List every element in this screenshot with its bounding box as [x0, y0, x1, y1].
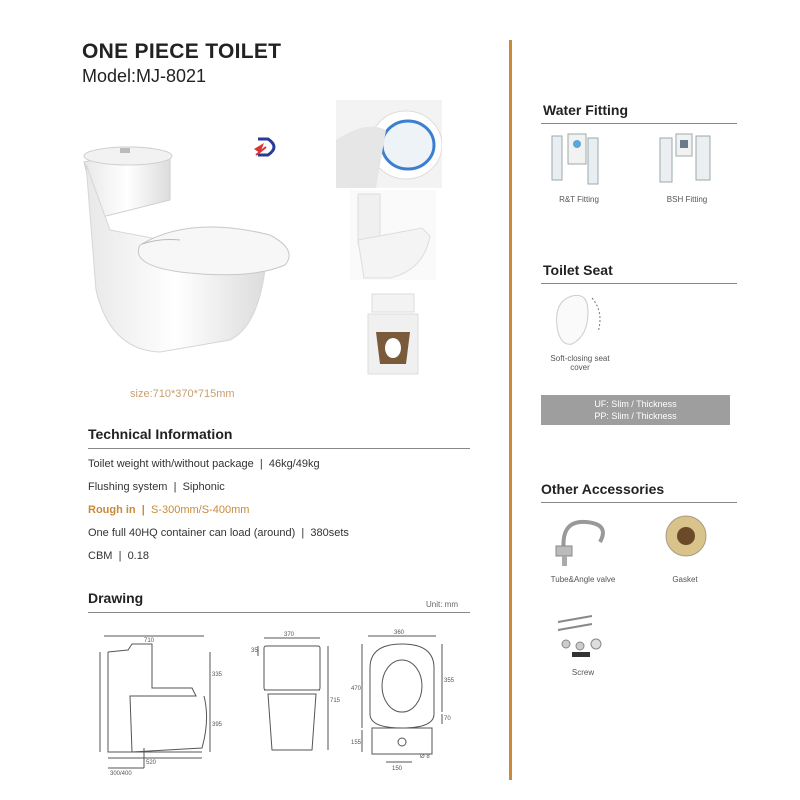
side-dim-335: 335 [212, 672, 223, 678]
bsh-fitting-caption: BSH Fitting [666, 195, 708, 204]
bsh-fitting-image [654, 132, 720, 188]
toilet-seat-heading: Toilet Seat [543, 262, 613, 278]
front-dim-715: 715 [330, 698, 340, 704]
front-drawing [250, 630, 340, 760]
top-drawing [350, 628, 460, 774]
screw-caption: Screw [571, 668, 595, 677]
front-dim-370: 370 [284, 632, 295, 638]
side-dim-520: 520 [146, 760, 157, 766]
technical-rule [88, 448, 470, 449]
screw-image [552, 610, 612, 662]
top-dim-diameter: Ø 8 [420, 754, 430, 760]
rt-fitting-image [546, 132, 608, 188]
side-dim-710: 710 [144, 638, 155, 644]
product-title: ONE PIECE TOILET [82, 40, 282, 63]
top-dim-155: 155 [351, 740, 362, 746]
seat-cover-caption: Soft-closing seat cover [550, 354, 610, 372]
bowl-detail-image [336, 100, 442, 188]
accessories-heading: Other Accessories [541, 481, 665, 497]
water-fitting-heading: Water Fitting [543, 102, 629, 118]
rt-fitting-caption: R&T Fitting [559, 195, 599, 204]
unit-label: Unit: mm [426, 600, 458, 609]
water-fitting-rule [541, 123, 737, 124]
side-dim-395: 395 [212, 722, 223, 728]
front-dim-35: 35 [251, 648, 258, 654]
bottom-view-image [366, 292, 420, 380]
main-toilet-image [70, 140, 310, 375]
top-dim-70: 70 [444, 716, 451, 722]
spec-row-rough-in: Rough in | S-300mm/S-400mm [88, 504, 250, 516]
technical-heading: Technical Information [88, 426, 233, 442]
size-label: size:710*370*715mm [130, 388, 235, 400]
column-divider [509, 40, 512, 780]
spec-row-container: One full 40HQ container can load (around) | 380sets [88, 527, 349, 539]
top-dim-355: 355 [444, 678, 455, 684]
gasket-image [662, 512, 710, 560]
top-dim-150: 150 [392, 766, 403, 772]
seat-cover-image [548, 292, 612, 350]
drawing-heading: Drawing [88, 590, 144, 606]
product-model: Model:MJ-8021 [82, 66, 207, 86]
drawing-rule [88, 612, 470, 613]
side-dim-300-400: 300/400 [110, 771, 132, 777]
spec-row-weight: Toilet weight with/without package | 46kg/49kg [88, 458, 320, 470]
top-dim-470: 470 [351, 686, 362, 692]
tube-valve-caption: Tube&Angle valve [550, 575, 616, 584]
spec-row-cbm: CBM | 0.18 [88, 550, 149, 562]
seat-options-pill: UF: Slim / Thickness PP: Slim / Thickness [541, 395, 730, 425]
spec-row-flushing: Flushing system | Siphonic [88, 481, 225, 493]
side-drawing [92, 630, 238, 778]
side-view-image [350, 190, 436, 280]
gasket-caption: Gasket [672, 575, 698, 584]
accessories-rule [541, 502, 737, 503]
top-dim-360: 360 [394, 630, 405, 636]
toilet-seat-rule [541, 283, 737, 284]
tube-valve-image [550, 512, 614, 570]
